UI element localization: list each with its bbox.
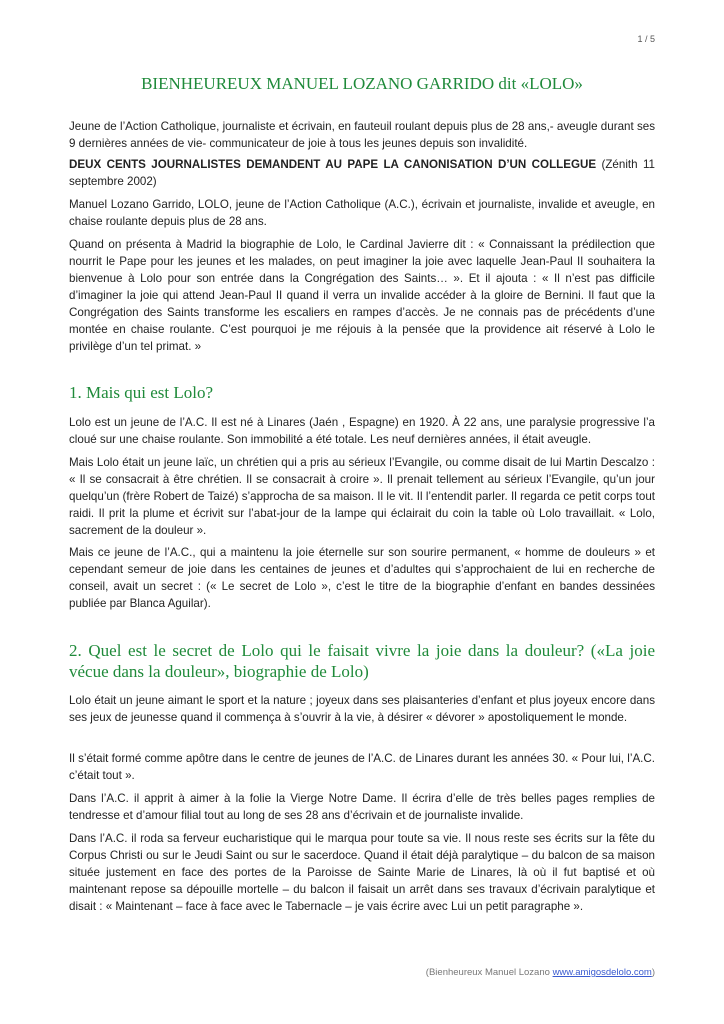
headline-bold: DEUX CENTS JOURNALISTES DEMANDENT AU PAPE LA CANONISATION D’UN COLLEGUE	[69, 158, 597, 171]
section-1-heading: 1. Mais qui est Lolo?	[69, 383, 214, 402]
javierre-paragraph: Quand on présenta à Madrid la biographie de Lolo, le Cardinal Javierre dit : « Connaissant la prédilection que nourrit le Pape pour les jeunes et les malades, on peut imaginer la joie avec laquelle Jean-Paul II souhaitera la bienvenue à Lolo pour son entrée dans la Congrégation des Saints… ». Et il ajouta : « Il n’est pas difficile d’imaginer la joie qui attend Jean-Paul II quand il verra un invalide accéder à la gloire de Bernini. Il faut que la Congrégation des Saints transforme les escaliers en rampes d’accès. Je ne connais pas de précédents d’une montée en chaise roulante. C’est pourquoi je me réjouis à la pensée que la providence ait réservé à Lolo le privilège d’un tel primat. »	[69, 238, 655, 353]
section-2-heading: 2. Quel est le secret de Lolo qui le faisait vivre la joie dans la douleur? («La joie vécue dans la douleur», biographie de Lolo)	[69, 641, 655, 681]
section-1-paragraph: Mais ce jeune de l’A.C., qui a maintenu la joie éternelle sur son sourire permanent, « homme de douleurs » et cependant semeur de joie dans les centaines de jeunes et d’adultes qui s’approchaient de lui en recherche de conseil, avait un secret : (« Le secret de Lolo », c’est le titre de la biographie d’enfant en bandes dessinées publiée par Blanca Aguilar).	[69, 546, 655, 610]
document-title: BIENHEUREUX MANUEL LOZANO GARRIDO dit «LOLO»	[141, 74, 583, 93]
headline-source: (Zénith 11 septembre 2002)	[69, 158, 655, 188]
section-1-paragraph: Lolo est un jeune de l’A.C. Il est né à Linares (Jaén , Espagne) en 1920. À 22 ans, une paralysie progressive l’a cloué sur une chaise roulante. Son immobilité a été totale. Les neuf dernières années, il était aveugle.	[69, 416, 655, 446]
section-1-paragraph: Mais Lolo était un jeune laïc, un chrétien qui a pris au sérieux l’Evangile, ou comme disait de lui Martin Descalzo : « Il se consacrait à être chrétien. Il se consacrait à croire ». Il prenait tellement au sérieux l’Evangile, qu’un jour quelqu’un (frère Robert de Taizé) s’approcha de sa maison. Il le vit. Il l’entendit parler. Il regarda ce petit corps tout raidi. Il prit la plume et écrivit sur l’abat-jour de la lampe qui éclairait du coin la table où Lolo travaillait. « Lolo, sacrement de la douleur ».	[69, 456, 655, 537]
section-2-paragraph: Lolo était un jeune aimant le sport et la nature ; joyeux dans ses plaisanteries d’enfant et plus joyeux encore dans ses jeux de jeunesse quand il commença à s’ouvrir à la vie, à désirer « dévorer » apostoliquement le monde.	[69, 694, 655, 724]
headline-paragraph	[69, 156, 655, 190]
section-2-paragraph: Dans l’A.C. il apprit à aimer à la folie la Vierge Notre Dame. Il écrira d’elle de très belles pages remplies de tendresse et d’amour filial tout au long de ses 28 ans d’écrivain et de journaliste invalide.	[69, 792, 655, 822]
footer-suffix: )	[651, 967, 655, 978]
page-number: 1 / 5	[637, 34, 655, 44]
manuel-paragraph: Manuel Lozano Garrido, LOLO, jeune de l’Action Catholique (A.C.), écrivain et journaliste, invalide et aveugle, en chaise roulante depuis plus de 28 ans.	[69, 198, 655, 228]
footer-website-link[interactable]: www.amigosdelolo.com	[552, 967, 652, 978]
section-2-paragraph: Dans l’A.C. il roda sa ferveur eucharistique qui le marqua pour toute sa vie. Il nous reste ses écrits sur la fête du Corpus Christi ou sur le Jeudi Saint ou sur le sacerdoce. Quand il était déjà paralytique – du balcon de sa maison située justement en face des portes de la Paroisse de Sainte Marie de Linares, là où il fut baptisé et où maintenant repose sa dépouille mortelle – du balcon il faisait un arrêt dans ses travaux d’écrivain paralytique et disait : « Maintenant – face à face avec le Tabernacle – je vais écrire avec Lui un petit paragraphe ».	[69, 832, 655, 913]
footer-prefix: (Bienheureux Manuel Lozano	[425, 967, 553, 978]
footer	[426, 967, 655, 978]
section-2-paragraph: Il s’était formé comme apôtre dans le centre de jeunes de l’A.C. de Linares durant les années 30. « Pour lui, l’A.C. c’était tout ».	[69, 752, 655, 782]
intro-paragraph: Jeune de l’Action Catholique, journaliste et écrivain, en fauteuil roulant depuis plus de 28 ans,- aveugle durant ses 9 dernières années de vie- communicateur de joie à tous les jeunes depuis son invalidité.	[69, 120, 655, 150]
